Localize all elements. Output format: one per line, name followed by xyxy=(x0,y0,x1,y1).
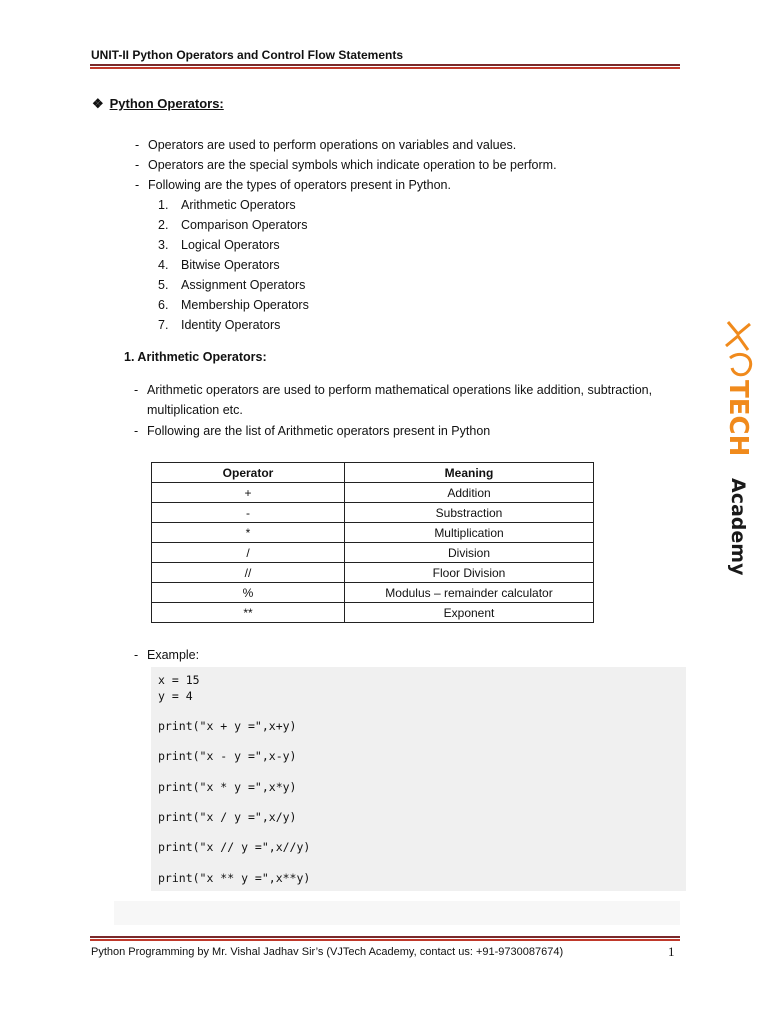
table-row xyxy=(152,563,594,583)
meaning-cell: Exponent xyxy=(345,603,594,623)
meaning-cell: Floor Division xyxy=(345,563,594,583)
table-row xyxy=(152,583,594,603)
intro-bullet: - Operators are used to perform operations on variables and values. xyxy=(135,138,517,152)
logo-tech-text: TECH xyxy=(723,380,753,457)
table-row xyxy=(152,523,594,543)
code-line: print("x ** y =",x**y) xyxy=(158,871,311,885)
operator-cell: ** xyxy=(152,603,345,623)
faded-block xyxy=(114,901,680,925)
arith-bullet: - Arithmetic operators are used to perform mathematical operations like addition, subtraction, xyxy=(134,383,653,397)
section-heading xyxy=(92,96,224,112)
list-item: 6. Membership Operators xyxy=(158,298,309,312)
header-rule-top xyxy=(90,64,680,66)
code-block xyxy=(151,667,686,891)
list-item: 2. Comparison Operators xyxy=(158,218,308,232)
meaning-cell: Multiplication xyxy=(345,523,594,543)
meaning-cell: Substraction xyxy=(345,503,594,523)
header-rule-bottom xyxy=(90,67,680,69)
list-item: 4. Bitwise Operators xyxy=(158,258,280,272)
code-line: print("x // y =",x//y) xyxy=(158,840,311,854)
meaning-cell: Addition xyxy=(345,483,594,503)
column-header-operator: Operator xyxy=(152,463,345,483)
example-label: - Example: xyxy=(134,648,200,662)
arithmetic-heading: 1. Arithmetic Operators: xyxy=(124,350,267,364)
page-number: 1 xyxy=(668,944,675,959)
logo-academy-text: Academy xyxy=(727,478,749,576)
section-title: Python Operators: xyxy=(109,96,224,111)
table-header-row xyxy=(152,463,594,483)
code-line: print("x * y =",x*y) xyxy=(158,780,297,794)
list-item: 5. Assignment Operators xyxy=(158,278,306,292)
meaning-cell: Division xyxy=(345,543,594,563)
code-line: y = 4 xyxy=(158,689,193,703)
vj-logo-mark-icon xyxy=(720,320,762,590)
meaning-cell: Modulus – remainder calculator xyxy=(345,583,594,603)
footer-rule-top xyxy=(90,936,680,938)
operator-cell: + xyxy=(152,483,345,503)
operator-cell: // xyxy=(152,563,345,583)
operator-cell: % xyxy=(152,583,345,603)
table-row xyxy=(152,543,594,563)
intro-bullet: - Following are the types of operators present in Python. xyxy=(135,178,451,192)
table-row xyxy=(152,603,594,623)
list-item: 7. Identity Operators xyxy=(158,318,281,332)
arith-bullet-continued: multiplication etc. xyxy=(147,403,243,417)
code-line: x = 15 xyxy=(158,673,200,687)
list-item: 1. Arithmetic Operators xyxy=(158,198,296,212)
arithmetic-operators-table xyxy=(151,462,594,623)
operator-cell: - xyxy=(152,503,345,523)
code-line: print("x + y =",x+y) xyxy=(158,719,297,733)
code-line: print("x - y =",x-y) xyxy=(158,749,297,763)
table-row xyxy=(152,483,594,503)
vjtech-logo xyxy=(720,320,762,590)
arith-bullet: - Following are the list of Arithmetic operators present in Python xyxy=(134,424,491,438)
column-header-meaning: Meaning xyxy=(345,463,594,483)
footer-rule-bottom xyxy=(90,939,680,941)
page-header-title: UNIT-II Python Operators and Control Flow Statements xyxy=(91,48,404,62)
operator-cell: * xyxy=(152,523,345,543)
footer-text: Python Programming by Mr. Vishal Jadhav Sir’s (VJTech Academy, contact us: +91-9730087674) xyxy=(91,946,564,958)
list-item: 3. Logical Operators xyxy=(158,238,280,252)
table-row xyxy=(152,503,594,523)
intro-bullet: - Operators are the special symbols which indicate operation to be perform. xyxy=(135,158,557,172)
code-line: print("x / y =",x/y) xyxy=(158,810,297,824)
operator-cell: / xyxy=(152,543,345,563)
diamond-bullet-icon: ❖ xyxy=(92,96,104,111)
